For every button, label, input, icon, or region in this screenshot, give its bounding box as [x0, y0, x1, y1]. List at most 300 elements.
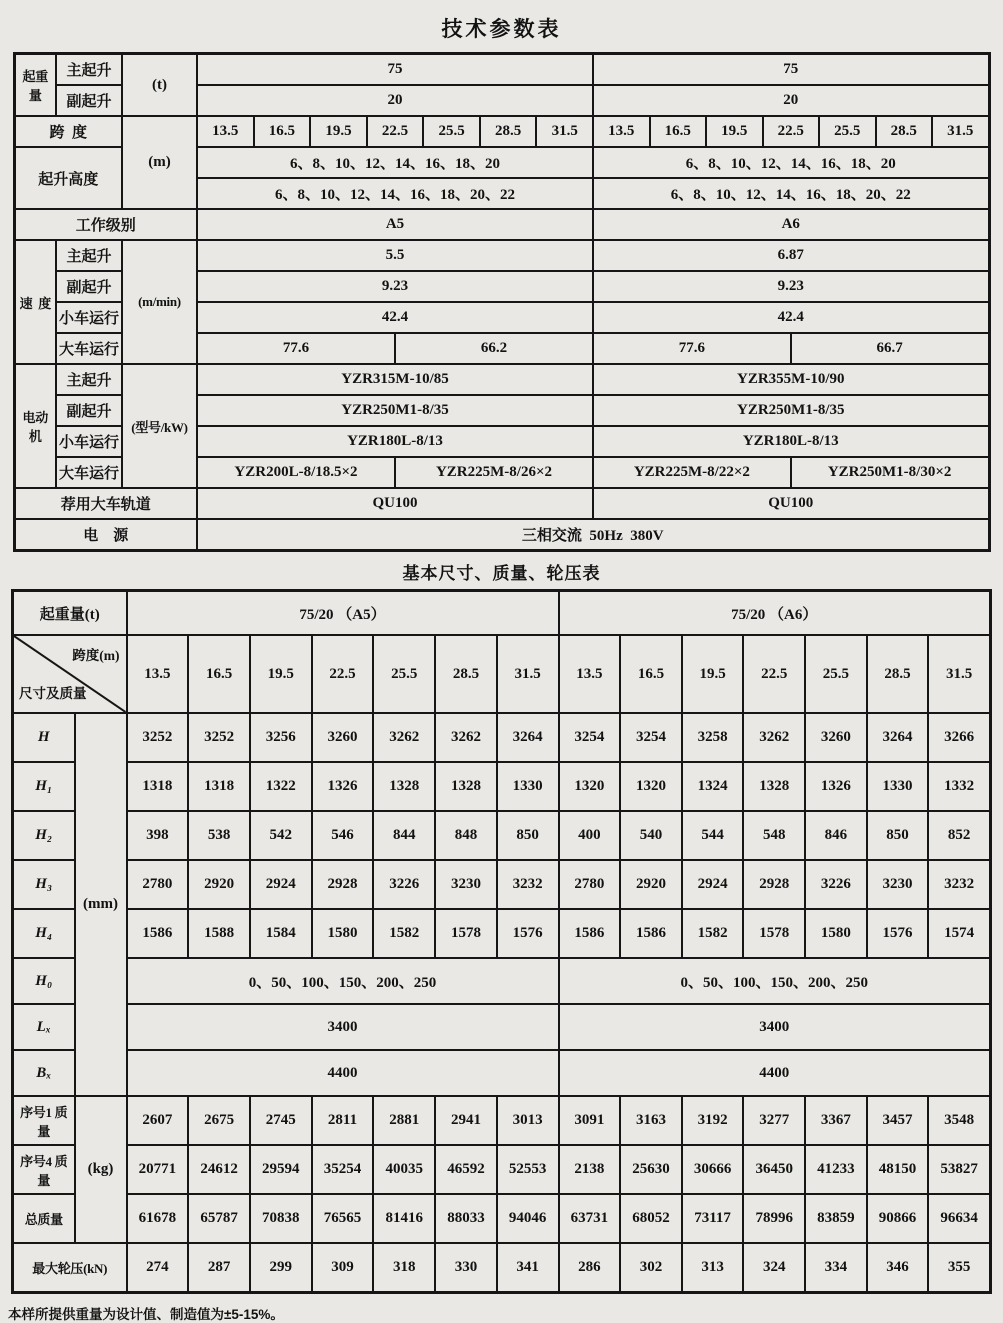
dimensions-mass-wheel-table	[11, 589, 992, 1294]
value-cell: 3230	[434, 861, 496, 908]
value-cell: 1578	[742, 910, 804, 957]
value-cell: 24612	[187, 1146, 249, 1193]
value-cell: 77.6	[678, 340, 705, 356]
value-aux-capacity-a6: 20	[593, 85, 989, 116]
value-cell: 2928	[742, 861, 804, 908]
value-cell: 35254	[311, 1146, 373, 1193]
value-rail-a5: QU100	[197, 488, 593, 519]
values-H2-a6	[559, 811, 991, 860]
table-row	[13, 591, 991, 636]
value-cell: 3367	[804, 1097, 866, 1144]
value-cell: 3252	[142, 729, 173, 745]
column-header: 16.5	[619, 636, 681, 712]
values-item1-mass-a5	[127, 1096, 559, 1145]
value-cell: 287	[187, 1244, 249, 1291]
value-cell: YZR225M-8/22×2	[633, 464, 750, 480]
column-header: 28.5	[866, 636, 928, 712]
value-cell: 355	[927, 1244, 989, 1291]
value-cell: 1322	[249, 763, 311, 810]
value-cell: 3262	[372, 714, 434, 761]
cell-row	[560, 1097, 990, 1144]
value-cell: 1586	[619, 910, 681, 957]
value-cell: 3264	[866, 714, 928, 761]
value-cell: 1576	[866, 910, 928, 957]
value-cell: 13.5	[608, 123, 635, 139]
value-cell: 346	[866, 1244, 928, 1291]
value-cell: 3264	[496, 714, 558, 761]
value-cell: 3232	[496, 861, 558, 908]
value-cell: 1332	[927, 763, 989, 810]
column-header: 19.5	[249, 636, 311, 712]
value-cell: 1586	[142, 925, 173, 941]
label-crane-travel: 大车运行	[56, 333, 122, 364]
value-cell: 286	[578, 1259, 601, 1275]
value-duty-a6: A6	[593, 209, 989, 240]
values-item4-mass-a5	[127, 1145, 559, 1194]
table-row	[13, 958, 991, 1004]
values-Bx-a5: 4400	[127, 1050, 559, 1096]
value-cell: 20771	[138, 1161, 177, 1177]
row-label-H2: H₂	[13, 811, 75, 860]
row-label-H3: H₃	[13, 860, 75, 909]
cell-row	[560, 1244, 990, 1291]
value-cell: 546	[311, 812, 373, 859]
diagonal-header-cell	[13, 635, 127, 713]
value-cell: 1324	[681, 763, 743, 810]
value-height1-a5: 6、8、10、12、14、16、18、20	[197, 147, 593, 178]
table-row	[13, 811, 991, 860]
value-speed-main-a5: 5.5	[197, 240, 593, 271]
values-wheel-a6	[559, 1243, 991, 1293]
values-H-a5	[127, 713, 559, 762]
table-row	[14, 54, 989, 86]
value-cell: 63731	[570, 1210, 609, 1226]
value-cell: 1586	[574, 925, 605, 941]
label-power: 电 源	[14, 519, 197, 551]
column-header: 13.5	[576, 665, 603, 682]
table-row	[14, 519, 989, 551]
value-motor-trolley-a5: YZR180L-8/13	[197, 426, 593, 457]
values-H2-a5	[127, 811, 559, 860]
value-cell: 850	[496, 812, 558, 859]
value-motor-crane-a6	[593, 457, 989, 488]
value-cell: 2780	[142, 876, 173, 892]
header-group-a5: 75/20 （A5）	[127, 591, 559, 636]
label-aux-hoist: 副起升	[56, 271, 122, 302]
column-header: 22.5	[742, 636, 804, 712]
value-speed-main-a6: 6.87	[593, 240, 989, 271]
value-cell: 31.5	[931, 117, 988, 146]
values-item4-mass-a6	[559, 1145, 991, 1194]
table-row	[13, 1145, 991, 1194]
label-aux-hoist: 副起升	[56, 85, 122, 116]
value-cell: 3091	[574, 1112, 605, 1128]
table-row	[14, 364, 989, 395]
value-cell: 41233	[804, 1146, 866, 1193]
value-cell: 53827	[927, 1146, 989, 1193]
value-cell: 313	[681, 1244, 743, 1291]
value-cell: 3260	[311, 714, 373, 761]
value-cell: 70838	[249, 1195, 311, 1242]
column-header: 28.5	[434, 636, 496, 712]
value-cell: 1320	[619, 763, 681, 810]
cell-row	[560, 861, 990, 908]
cell-row	[560, 763, 990, 810]
value-cell: 1326	[804, 763, 866, 810]
value-speed-crane-a6	[593, 333, 989, 364]
value-cell: 73117	[681, 1195, 743, 1242]
value-cell: 30666	[681, 1146, 743, 1193]
values-H0-a5: 0、50、100、150、200、250	[127, 958, 559, 1004]
label-duty-class: 工作级别	[14, 209, 197, 240]
value-cell: 1582	[372, 910, 434, 957]
label-unit-model: (型号/kW)	[122, 364, 197, 488]
value-cell: 850	[866, 812, 928, 859]
row-label-Lx: Lₓ	[13, 1004, 75, 1050]
value-cell: 22.5	[762, 117, 819, 146]
value-cell: 3548	[927, 1097, 989, 1144]
value-cell: 3163	[619, 1097, 681, 1144]
value-cell: 2745	[249, 1097, 311, 1144]
values-total-mass-a6	[559, 1194, 991, 1243]
table-row	[13, 860, 991, 909]
value-cell: 1318	[142, 778, 173, 794]
value-cell: 334	[804, 1244, 866, 1291]
table-row	[13, 1243, 991, 1293]
value-speed-trolley-a6: 42.4	[593, 302, 989, 333]
value-cell: 28.5	[875, 117, 932, 146]
cell-row	[128, 1244, 558, 1291]
value-cell: 3232	[927, 861, 989, 908]
value-cell: 13.5	[212, 123, 239, 139]
value-motor-aux-a6: YZR250M1-8/35	[593, 395, 989, 426]
value-cell: 2607	[142, 1112, 173, 1128]
value-power: 三相交流 50Hz 380V	[197, 519, 989, 551]
value-cell: 76565	[311, 1195, 373, 1242]
second-table-title: 基本尺寸、质量、轮压表	[402, 564, 601, 583]
value-cell: 81416	[372, 1195, 434, 1242]
row-label-H1: H₁	[13, 762, 75, 811]
value-duty-a5: A5	[197, 209, 593, 240]
value-cell: 78996	[742, 1195, 804, 1242]
cell-row	[128, 910, 558, 957]
technical-parameters-table	[13, 52, 991, 552]
value-speed-trolley-a5: 42.4	[197, 302, 593, 333]
column-header: 13.5	[144, 665, 171, 682]
value-cell: 48150	[866, 1146, 928, 1193]
value-cell: 66.7	[790, 334, 988, 363]
value-cell: 1328	[372, 763, 434, 810]
table-row	[14, 209, 989, 240]
cell-row	[128, 636, 558, 712]
column-header: 16.5	[187, 636, 249, 712]
value-cell: 400	[578, 827, 601, 843]
label-crane-travel: 大车运行	[56, 457, 122, 488]
value-cell: 302	[619, 1244, 681, 1291]
row-label-total-mass: 总质量	[13, 1194, 75, 1243]
value-cell: 2780	[574, 876, 605, 892]
span-columns-a5	[127, 635, 559, 713]
value-cell: 844	[372, 812, 434, 859]
value-cell: 77.6	[282, 340, 310, 356]
value-main-capacity-a6: 75	[593, 54, 989, 86]
value-height2-a5: 6、8、10、12、14、16、18、20、22	[197, 178, 593, 209]
value-cell: 16.5	[649, 117, 706, 146]
span-values-a5	[197, 116, 593, 147]
value-cell: 28.5	[479, 117, 536, 146]
value-cell: 1578	[434, 910, 496, 957]
value-cell: 341	[496, 1244, 558, 1291]
cell-row	[128, 812, 558, 859]
value-cell: 31.5	[535, 117, 592, 146]
value-cell: 3262	[434, 714, 496, 761]
value-cell: 544	[681, 812, 743, 859]
value-height2-a6: 6、8、10、12、14、16、18、20、22	[593, 178, 989, 209]
row-label-item1-mass: 序号1 质量	[13, 1096, 75, 1145]
value-cell: 274	[146, 1259, 169, 1275]
value-height1-a6: 6、8、10、12、14、16、18、20	[593, 147, 989, 178]
value-speed-crane-a5	[197, 333, 593, 364]
label-main-hoist: 主起升	[56, 364, 122, 395]
value-cell: 25.5	[818, 117, 875, 146]
span-values-a6	[593, 116, 989, 147]
table-row	[13, 1194, 991, 1243]
label-trolley-travel: 小车运行	[56, 426, 122, 457]
page-title: 技术参数表	[441, 17, 562, 41]
value-cell: 540	[619, 812, 681, 859]
values-Lx-a5: 3400	[127, 1004, 559, 1050]
value-cell: 538	[187, 812, 249, 859]
value-cell: 90866	[866, 1195, 928, 1242]
label-lifting-capacity: 起重量	[14, 54, 56, 117]
values-H1-a6	[559, 762, 991, 811]
label-trolley-travel: 小车运行	[56, 302, 122, 333]
value-cell: 68052	[619, 1195, 681, 1242]
values-Bx-a6: 4400	[559, 1050, 991, 1096]
row-label-H4: H₄	[13, 909, 75, 958]
value-cell: 61678	[138, 1210, 177, 1226]
label-aux-hoist: 副起升	[56, 395, 122, 426]
value-cell: 848	[434, 812, 496, 859]
cell-row	[128, 1097, 558, 1144]
value-cell: 96634	[927, 1195, 989, 1242]
value-cell: 3260	[804, 714, 866, 761]
label-unit-mmin: (m/min)	[122, 240, 197, 364]
label-main-hoist: 主起升	[56, 54, 122, 86]
values-H-a6	[559, 713, 991, 762]
table-row	[13, 1096, 991, 1145]
column-header: 25.5	[372, 636, 434, 712]
value-cell: 36450	[742, 1146, 804, 1193]
value-cell: 22.5	[366, 117, 423, 146]
value-cell: 3226	[372, 861, 434, 908]
value-motor-main-a5: YZR315M-10/85	[197, 364, 593, 395]
label-speed: 速 度	[14, 240, 56, 364]
row-label-H0: H₀	[13, 958, 75, 1004]
row-label-H: H	[13, 713, 75, 762]
table-row	[13, 909, 991, 958]
cell-row	[198, 334, 592, 363]
value-cell: 318	[372, 1244, 434, 1291]
value-cell: 2924	[249, 861, 311, 908]
value-aux-capacity-a5: 20	[197, 85, 593, 116]
value-main-capacity-a5: 75	[197, 54, 593, 86]
cell-row	[594, 117, 988, 146]
cell-row	[128, 714, 558, 761]
footnote: 本样所提供重量为设计值、制造值为±5-15%。	[8, 1307, 284, 1322]
cell-row	[560, 812, 990, 859]
value-cell: 2881	[372, 1097, 434, 1144]
value-cell: 29594	[249, 1146, 311, 1193]
value-cell: 65787	[187, 1195, 249, 1242]
value-cell: 1320	[574, 778, 605, 794]
value-cell: 3013	[496, 1097, 558, 1144]
value-cell: 66.2	[394, 334, 592, 363]
value-cell: 83859	[804, 1195, 866, 1242]
value-cell: 2941	[434, 1097, 496, 1144]
value-cell: 548	[742, 812, 804, 859]
value-cell: 25630	[619, 1146, 681, 1193]
label-unit-t: (t)	[122, 54, 197, 117]
value-cell: 88033	[434, 1195, 496, 1242]
value-cell: 1318	[187, 763, 249, 810]
value-cell: 46592	[434, 1146, 496, 1193]
value-cell: 3192	[681, 1097, 743, 1144]
cell-row	[594, 334, 988, 363]
table-row	[13, 762, 991, 811]
value-cell: 324	[742, 1244, 804, 1291]
column-header: 31.5	[496, 636, 558, 712]
value-cell: YZR225M-8/26×2	[394, 458, 592, 487]
value-cell: 3252	[187, 714, 249, 761]
value-cell: 398	[146, 827, 169, 843]
value-cell: 3258	[681, 714, 743, 761]
row-label-item4-mass: 序号4 质量	[13, 1145, 75, 1194]
value-cell: 309	[311, 1244, 373, 1291]
value-motor-crane-a5	[197, 457, 593, 488]
values-total-mass-a5	[127, 1194, 559, 1243]
value-cell: 3230	[866, 861, 928, 908]
table-row	[13, 635, 991, 713]
value-cell: 1588	[187, 910, 249, 957]
value-cell: 2811	[311, 1097, 373, 1144]
value-cell: 1574	[927, 910, 989, 957]
cell-row	[560, 1195, 990, 1242]
label-unit-kg: (kg)	[75, 1096, 127, 1243]
label-lifting-height: 起升高度	[14, 147, 122, 209]
value-cell: 94046	[496, 1195, 558, 1242]
value-cell: 25.5	[422, 117, 479, 146]
value-cell: 2138	[574, 1161, 605, 1177]
value-cell: 2675	[187, 1097, 249, 1144]
value-cell: 3266	[927, 714, 989, 761]
values-H4-a5	[127, 909, 559, 958]
values-item1-mass-a6	[559, 1096, 991, 1145]
table-row	[14, 116, 989, 147]
cell-row	[560, 1146, 990, 1193]
table-row	[13, 713, 991, 762]
value-cell: 3262	[742, 714, 804, 761]
values-H3-a5	[127, 860, 559, 909]
label-motor: 电动机	[14, 364, 56, 488]
column-header: 25.5	[804, 636, 866, 712]
value-cell: 846	[804, 812, 866, 859]
value-cell: 299	[249, 1244, 311, 1291]
column-header: 19.5	[681, 636, 743, 712]
cell-row	[128, 763, 558, 810]
value-cell: 19.5	[309, 117, 366, 146]
cell-row	[560, 714, 990, 761]
table-row	[13, 1050, 991, 1096]
value-cell: 542	[249, 812, 311, 859]
label-span-m: 跨度(m)	[72, 648, 120, 663]
label-unit-m: (m)	[122, 116, 197, 209]
value-cell: 2920	[187, 861, 249, 908]
label-span: 跨 度	[14, 116, 122, 147]
value-cell: 3254	[619, 714, 681, 761]
values-Lx-a6: 3400	[559, 1004, 991, 1050]
value-motor-main-a6: YZR355M-10/90	[593, 364, 989, 395]
value-cell: 330	[434, 1244, 496, 1291]
value-cell: 3277	[742, 1097, 804, 1144]
values-H0-a6: 0、50、100、150、200、250	[559, 958, 991, 1004]
value-cell: YZR250M1-8/30×2	[790, 458, 988, 487]
value-speed-aux-a5: 9.23	[197, 271, 593, 302]
label-dims-mass: 尺寸及质量	[19, 686, 87, 701]
table-row	[14, 240, 989, 271]
value-cell: 16.5	[253, 117, 310, 146]
value-cell: 3256	[249, 714, 311, 761]
column-header: 22.5	[311, 636, 373, 712]
cell-row	[594, 458, 988, 487]
value-cell: 19.5	[705, 117, 762, 146]
table-row	[13, 1004, 991, 1050]
value-cell: 3457	[866, 1097, 928, 1144]
value-cell: 40035	[372, 1146, 434, 1193]
value-speed-aux-a6: 9.23	[593, 271, 989, 302]
label-rail: 荐用大车轨道	[14, 488, 197, 519]
value-motor-aux-a5: YZR250M1-8/35	[197, 395, 593, 426]
table-row	[14, 488, 989, 519]
value-cell: 1584	[249, 910, 311, 957]
cell-row	[128, 1195, 558, 1242]
column-header: 31.5	[927, 636, 989, 712]
value-cell: 1580	[311, 910, 373, 957]
span-columns-a6	[559, 635, 991, 713]
values-H3-a6	[559, 860, 991, 909]
cell-row	[560, 636, 990, 712]
value-cell: 852	[927, 812, 989, 859]
value-cell: 1326	[311, 763, 373, 810]
header-group-a6: 75/20 （A6）	[559, 591, 991, 636]
label-capacity-t: 起重量(t)	[13, 591, 127, 636]
value-cell: 2920	[619, 861, 681, 908]
value-cell: 52553	[496, 1146, 558, 1193]
label-main-hoist: 主起升	[56, 240, 122, 271]
cell-row	[128, 861, 558, 908]
value-cell: 1328	[434, 763, 496, 810]
value-cell: 2924	[681, 861, 743, 908]
values-wheel-a5	[127, 1243, 559, 1293]
value-motor-trolley-a6: YZR180L-8/13	[593, 426, 989, 457]
label-unit-mm: (mm)	[75, 713, 127, 1096]
row-label-max-wheel-load: 最大轮压(kN)	[13, 1243, 127, 1293]
value-cell: 3254	[574, 729, 605, 745]
value-cell: 1582	[681, 910, 743, 957]
cell-row	[128, 1146, 558, 1193]
value-cell: 1328	[742, 763, 804, 810]
value-cell: 1330	[866, 763, 928, 810]
